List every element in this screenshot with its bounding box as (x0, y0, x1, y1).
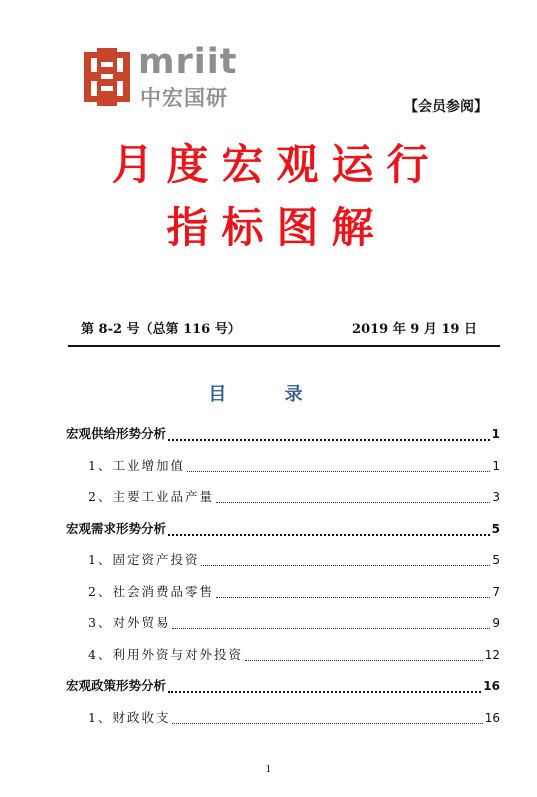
toc-subsection-entry[interactable] (66, 646, 500, 678)
toc-heading: 目 录 (208, 384, 329, 405)
toc-entry-page: 16 (484, 710, 500, 725)
toc-entry-label: 宏观政策形势分析 (66, 678, 167, 693)
page-number: 1 (265, 765, 272, 775)
toc-entry-label: 宏观供给形势分析 (66, 426, 167, 441)
toc-entry-page: 9 (492, 616, 500, 630)
toc-entry-label: 1、工业增加值 (88, 457, 185, 473)
toc-entry-page: 12 (484, 647, 500, 662)
toc-leader-dots (172, 617, 490, 629)
header-divider (68, 345, 500, 347)
toc-leader-dots (168, 523, 490, 536)
toc-leader-dots (245, 649, 483, 661)
mriit-emblem-icon (84, 48, 130, 106)
toc-entry-page: 1 (491, 427, 500, 441)
toc-entry-label: 2、主要工业品产量 (88, 489, 214, 504)
toc-subsection-entry[interactable] (66, 488, 500, 520)
issue-date: 2019 年 9 月 19 日 (352, 322, 477, 337)
toc-entry-page: 7 (492, 584, 500, 599)
toc-subsection-entry[interactable] (66, 709, 500, 741)
toc-subsection-entry[interactable] (66, 583, 500, 615)
toc-section-entry[interactable] (66, 520, 500, 552)
toc-subsection-entry[interactable] (66, 551, 500, 583)
toc-leader-dots (168, 680, 481, 693)
toc-subsection-entry[interactable] (66, 614, 500, 646)
toc-leader-dots (201, 554, 490, 566)
report-title-line2: 指标图解 (166, 203, 387, 252)
toc-entry-label: 4、利用外资与对外投资 (88, 646, 243, 662)
toc-entry-page: 5 (491, 521, 500, 536)
table-of-contents (66, 425, 500, 740)
toc-leader-dots (216, 491, 490, 503)
toc-entry-label: 1、财政收支 (88, 709, 171, 725)
member-tag: 【会员参阅】 (404, 99, 488, 115)
toc-entry-page: 1 (492, 458, 500, 473)
toc-entry-page: 3 (492, 490, 500, 504)
issue-number: 第 8-2 号（总第 116 号） (81, 322, 241, 337)
toc-entry-label: 2、社会消费品零售 (88, 583, 214, 599)
toc-entry-page: 5 (492, 553, 500, 567)
toc-leader-dots (172, 712, 482, 724)
toc-leader-dots (168, 428, 490, 441)
toc-entry-page: 16 (483, 679, 500, 693)
toc-leader-dots (187, 460, 490, 472)
toc-section-entry[interactable] (66, 677, 500, 709)
toc-entry-label: 1、固定资产投资 (88, 552, 200, 567)
toc-section-entry[interactable] (66, 425, 500, 457)
toc-entry-label: 3、对外贸易 (88, 615, 171, 630)
report-title-line1: 月度宏观运行 (111, 140, 442, 189)
toc-subsection-entry[interactable] (66, 457, 500, 489)
logo-wordmark-cn: 中宏国研 (140, 86, 228, 110)
toc-leader-dots (216, 586, 490, 598)
publisher-logo (84, 42, 244, 110)
toc-entry-label: 宏观需求形势分析 (66, 520, 167, 536)
logo-wordmark-en: mriit (138, 42, 238, 82)
